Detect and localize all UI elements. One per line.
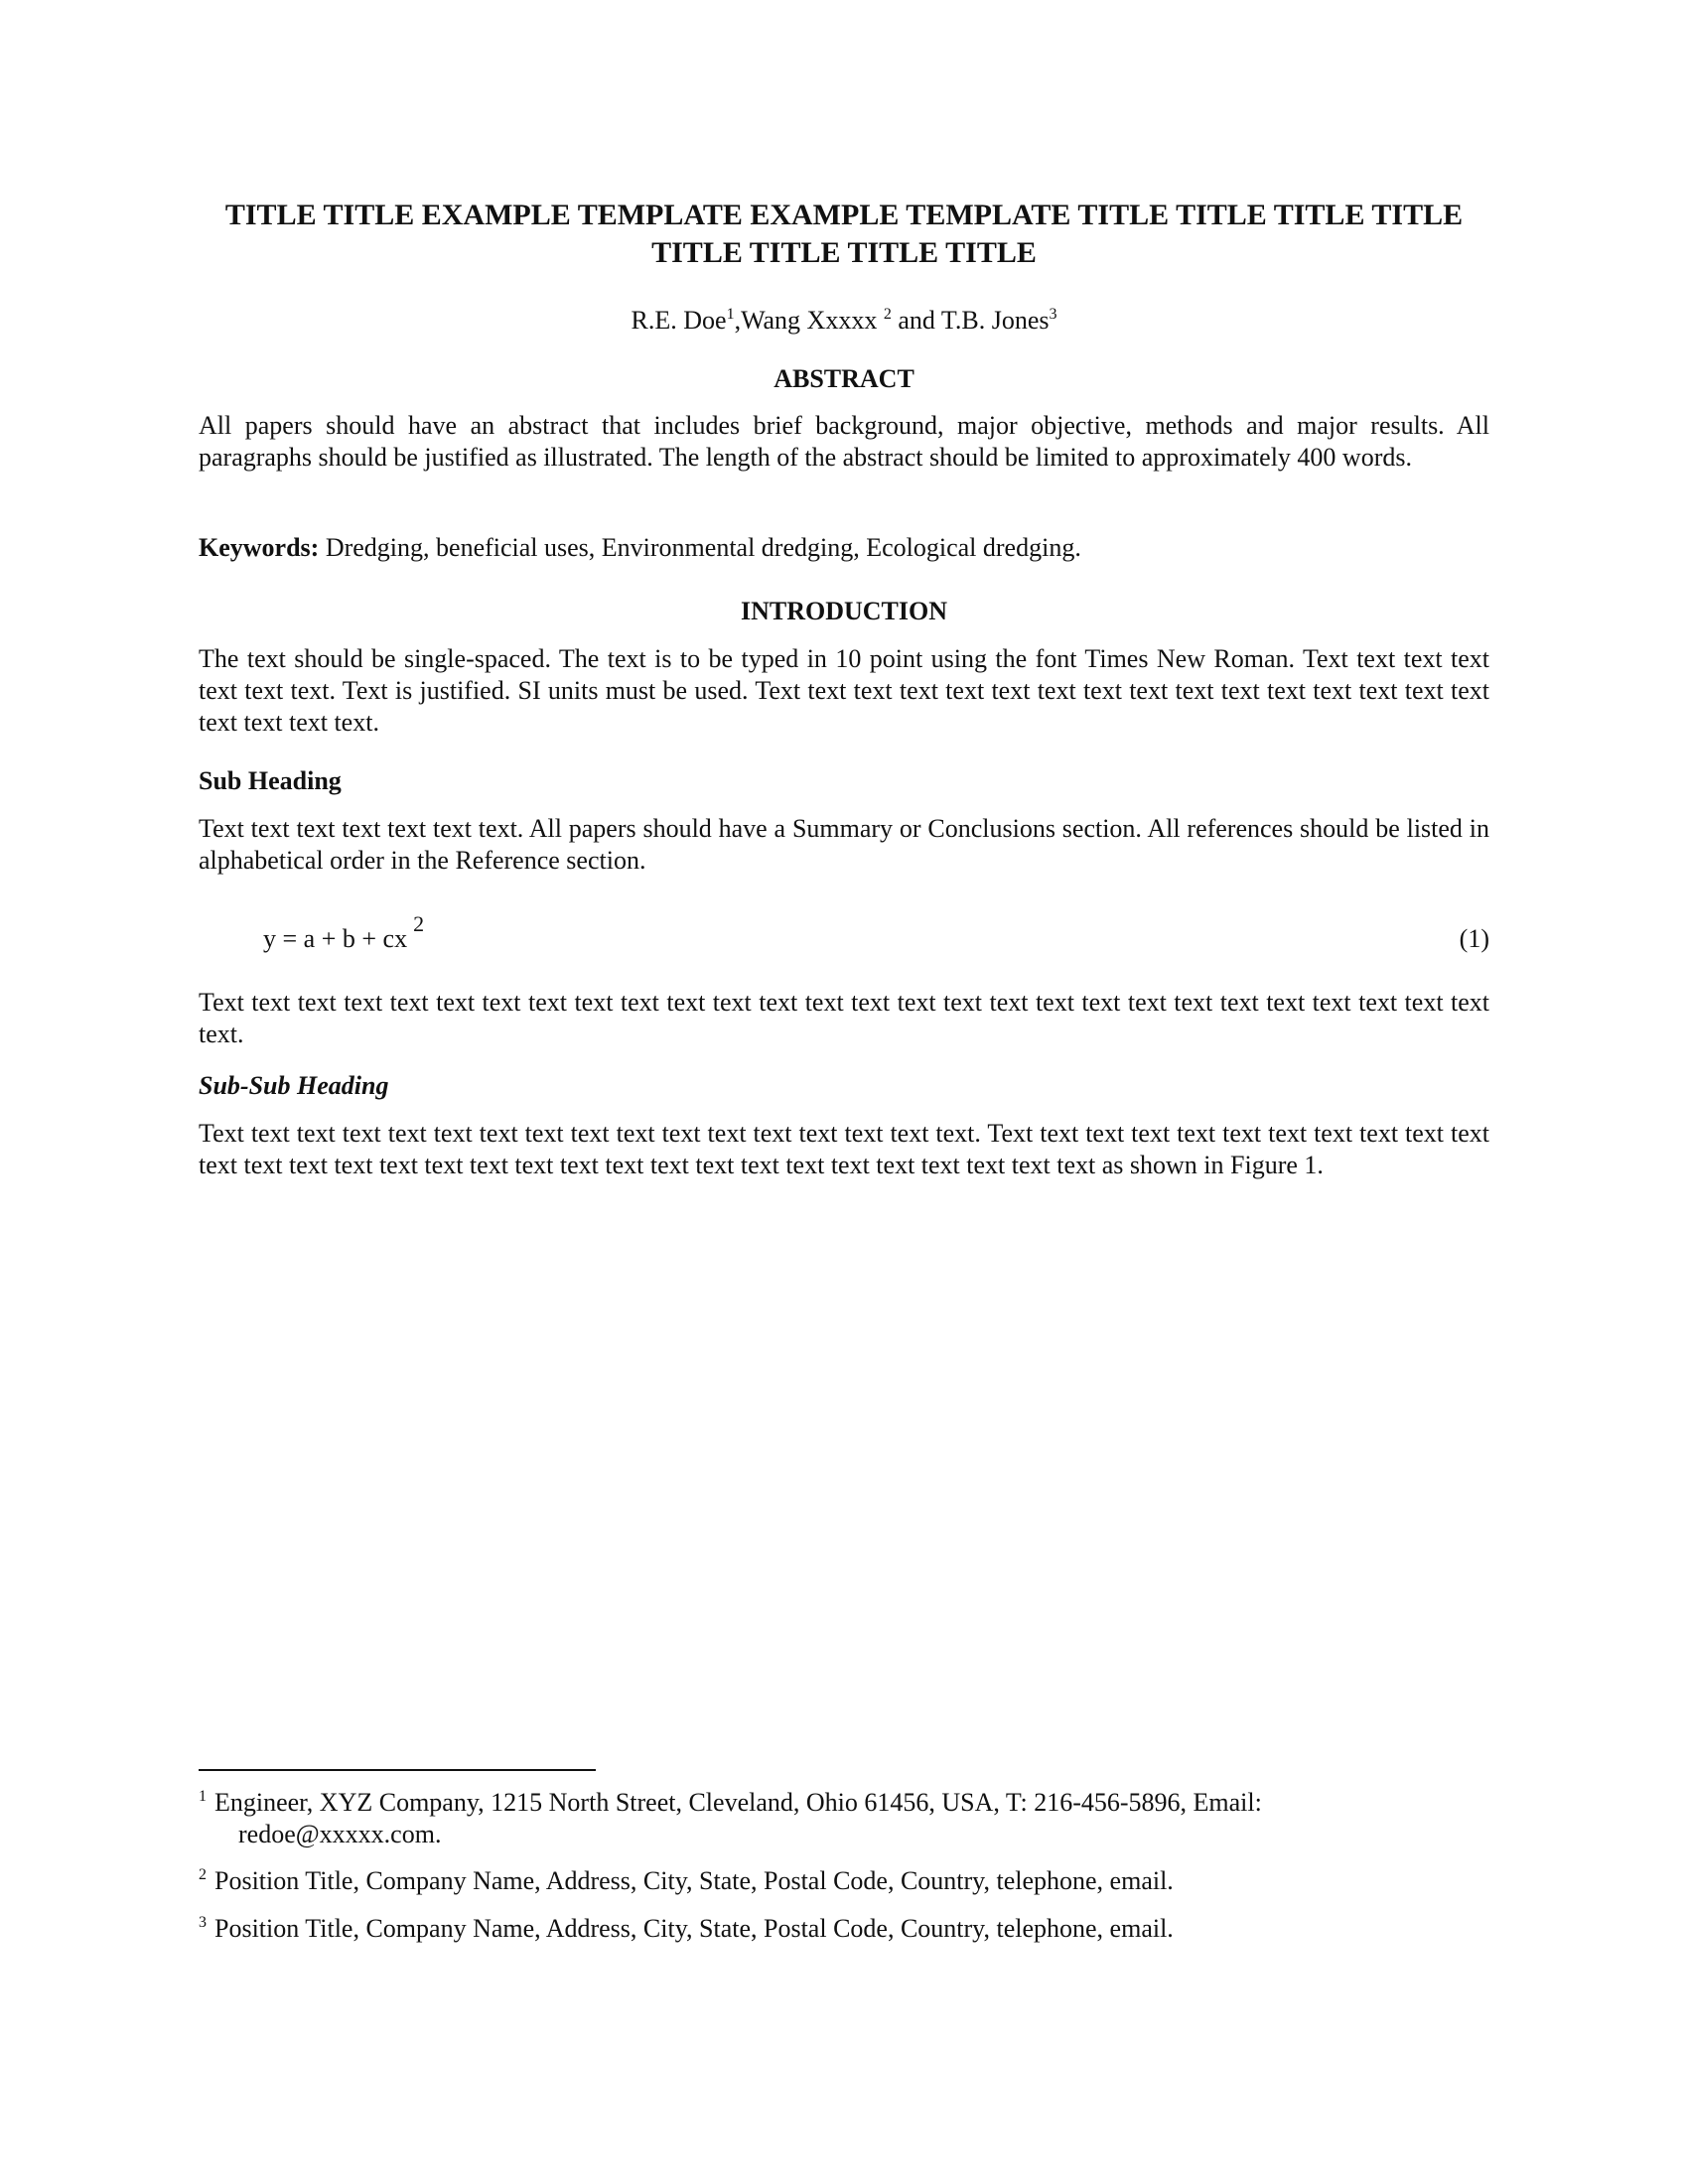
footnote-separator <box>199 1769 596 1771</box>
keywords-label: Keywords: <box>199 533 320 562</box>
equation-1 <box>263 911 1489 959</box>
equation-number: (1) <box>1459 924 1489 953</box>
footnote-2-text: Position Title, Company Name, Address, City, State, Postal Code, Country, telephone, email. <box>214 1866 1174 1895</box>
footnote-1-mark: 1 <box>199 1788 207 1805</box>
sub-heading-text-2: Text text text text text text text text text text text text text text text text text text text text text text text text text text text text text. <box>199 988 1489 1048</box>
sub-heading: Sub Heading <box>199 766 342 795</box>
author-1-affiliation-mark: 1 <box>726 306 735 323</box>
author-line <box>189 304 1499 338</box>
footnote-1-text: Engineer, XYZ Company, 1215 North Street, Cleveland, Ohio 61456, USA, T: 216-456-5896, Email: <box>214 1788 1262 1817</box>
author-3-name: and T.B. Jones <box>891 306 1050 335</box>
introduction-text: The text should be single-spaced. The text is to be typed in 10 point using the font Times New Roman. Text text text text text text text. Text is justified. SI units must be used. Text text text text text text text text text text text text text text text text text text text text. <box>199 644 1489 737</box>
sub-heading-text-1: Text text text text text text text. All papers should have a Summary or Conclusions section. All references should be listed in alphabetical order in the Reference section. <box>199 814 1489 875</box>
sub-sub-heading-text: Text text text text text text text text text text text text text text text text text. Text text text text text text text text text text text text text text text text text text text text text text text text text text text text text text text as shown in Figure 1. <box>199 1119 1489 1179</box>
equation-expression <box>263 911 425 959</box>
footnote-3-text: Position Title, Company Name, Address, City, State, Postal Code, Country, telephone, email. <box>214 1914 1174 1943</box>
author-1-name: R.E. Doe <box>631 306 727 335</box>
footnote-3 <box>199 1913 1489 1945</box>
author-3-affiliation-mark: 3 <box>1049 306 1057 323</box>
introduction-heading: INTRODUCTION <box>740 597 948 625</box>
footnote-3-mark: 3 <box>199 1914 207 1931</box>
equation-exponent: 2 <box>413 911 425 936</box>
footnote-1-line-1 <box>199 1788 1262 1817</box>
sub-sub-heading: Sub-Sub Heading <box>199 1071 389 1100</box>
author-2-affiliation-mark: 2 <box>883 306 892 323</box>
equation-body: y = a + b + cx <box>263 924 408 953</box>
abstract-text: All papers should have an abstract that includes brief background, major objective, methods and major results. All paragraphs should be justified as illustrated. The length of the abstract should be limited to approximately 400 words. <box>199 411 1489 472</box>
paper-title: TITLE TITLE EXAMPLE TEMPLATE EXAMPLE TEMPLATE TITLE TITLE TITLE TITLE TITLE TITLE TITLE TITLE <box>224 199 1464 269</box>
keywords-text: Dredging, beneficial uses, Environmental dredging, Ecological dredging. <box>319 533 1081 562</box>
footnote-2-mark: 2 <box>199 1866 207 1883</box>
footnote-1-line-2: redoe@xxxxx.com. <box>238 1820 442 1848</box>
abstract-heading: ABSTRACT <box>774 364 914 393</box>
author-2-name: ,Wang Xxxxx <box>734 306 884 335</box>
footnote-2 <box>199 1865 1489 1897</box>
keywords-line <box>199 532 1489 564</box>
footnote-1 <box>199 1787 1489 1850</box>
